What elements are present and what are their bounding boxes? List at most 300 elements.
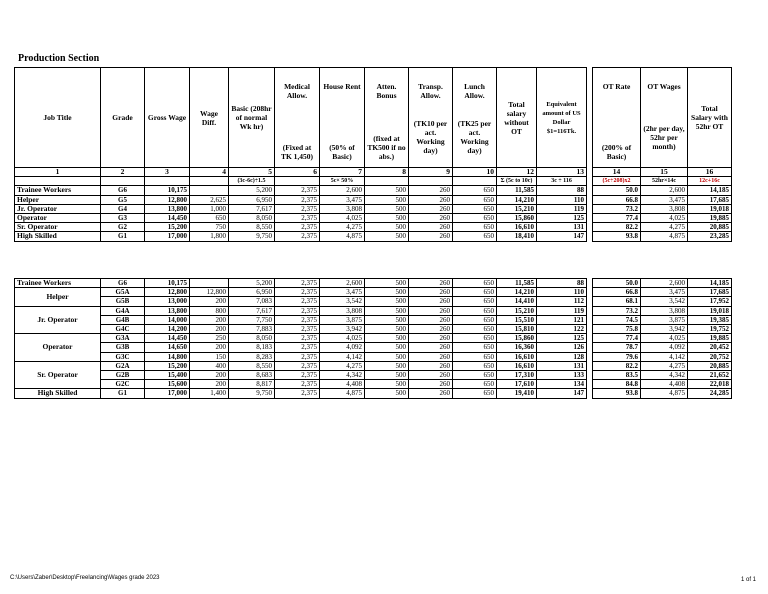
ot-wages-cell: 4,875 bbox=[641, 232, 688, 241]
header-ot-wages-note: (2hr per day, 52hr per month) bbox=[641, 108, 688, 168]
table-row bbox=[15, 232, 732, 241]
col-number: 3 bbox=[145, 168, 190, 177]
transport-cell: 260 bbox=[409, 288, 453, 297]
house-rent-cell: 4,875 bbox=[320, 232, 365, 241]
job-title-cell: Jr. Operator bbox=[15, 306, 101, 334]
gross-wage-cell: 12,800 bbox=[145, 195, 190, 204]
col-number: 5 bbox=[229, 168, 275, 177]
ot-rate-cell: 82.2 bbox=[593, 223, 641, 232]
medical-cell: 2,375 bbox=[275, 334, 320, 343]
house-rent-cell: 3,475 bbox=[320, 195, 365, 204]
transport-cell: 260 bbox=[409, 361, 453, 370]
ot-rate-cell: 77.4 bbox=[593, 334, 641, 343]
basic-cell: 9,750 bbox=[229, 232, 275, 241]
medical-cell: 2,375 bbox=[275, 343, 320, 352]
transport-cell: 260 bbox=[409, 352, 453, 361]
table-row bbox=[15, 297, 732, 306]
total-without-ot-cell: 15,810 bbox=[497, 325, 537, 334]
wage-diff-cell: 1,400 bbox=[190, 389, 229, 398]
ot-rate-cell: 84.8 bbox=[593, 380, 641, 389]
grade-cell: G5A bbox=[101, 288, 145, 297]
col-number: 13 bbox=[537, 168, 587, 177]
total-without-ot-cell: 16,610 bbox=[497, 361, 537, 370]
col-number: 4 bbox=[190, 168, 229, 177]
total-without-ot-cell: 14,410 bbox=[497, 297, 537, 306]
gross-wage-cell: 13,800 bbox=[145, 306, 190, 315]
gross-wage-cell: 14,000 bbox=[145, 315, 190, 324]
transport-cell: 260 bbox=[409, 279, 453, 288]
col-number: 7 bbox=[320, 168, 365, 177]
header-usd-equivalent: Equivalent amount of US Dollar $1=116Tk. bbox=[537, 68, 587, 168]
total-with-ot-cell: 20,452 bbox=[688, 343, 732, 352]
total-without-ot-cell: 15,860 bbox=[497, 334, 537, 343]
medical-cell: 2,375 bbox=[275, 223, 320, 232]
medical-cell: 2,375 bbox=[275, 195, 320, 204]
house-rent-cell: 4,408 bbox=[320, 380, 365, 389]
ot-wages-cell: 2,600 bbox=[641, 279, 688, 288]
atten-bonus-cell: 500 bbox=[365, 371, 409, 380]
total-with-ot-cell: 20,885 bbox=[688, 223, 732, 232]
total-with-ot-cell: 17,685 bbox=[688, 288, 732, 297]
table-row bbox=[15, 223, 732, 232]
wage-diff-cell: 200 bbox=[190, 371, 229, 380]
house-rent-cell: 2,600 bbox=[320, 186, 365, 195]
medical-cell: 2,375 bbox=[275, 288, 320, 297]
total-without-ot-cell: 17,610 bbox=[497, 380, 537, 389]
transport-cell: 260 bbox=[409, 315, 453, 324]
header-gross-wage: Gross Wage bbox=[145, 68, 190, 168]
job-title-cell: High Skilled bbox=[15, 232, 101, 241]
formula-ot-rate: (5c÷208)x2 bbox=[593, 177, 641, 186]
section-title: Production Section bbox=[18, 53, 100, 64]
lunch-cell: 650 bbox=[453, 334, 497, 343]
formula-basic: (3c-6c)÷1.5 bbox=[229, 177, 275, 186]
grade-cell: G1 bbox=[101, 389, 145, 398]
ot-rate-cell: 73.2 bbox=[593, 204, 641, 213]
formula-row bbox=[15, 177, 732, 186]
wage-diff-cell: 250 bbox=[190, 334, 229, 343]
ot-wages-cell: 4,408 bbox=[641, 380, 688, 389]
total-with-ot-cell: 14,185 bbox=[688, 279, 732, 288]
house-rent-cell: 4,875 bbox=[320, 389, 365, 398]
basic-cell: 5,200 bbox=[229, 186, 275, 195]
col-number: 12 bbox=[497, 168, 537, 177]
basic-cell: 8,183 bbox=[229, 343, 275, 352]
usd-cell: 88 bbox=[537, 279, 587, 288]
col-number: 15 bbox=[641, 168, 688, 177]
wage-diff-cell: 800 bbox=[190, 306, 229, 315]
formula-house: 5c× 50% bbox=[320, 177, 365, 186]
atten-bonus-cell: 500 bbox=[365, 361, 409, 370]
table-row bbox=[15, 204, 732, 213]
total-without-ot-cell: 15,510 bbox=[497, 315, 537, 324]
ot-rate-cell: 66.8 bbox=[593, 195, 641, 204]
total-without-ot-cell: 16,610 bbox=[497, 223, 537, 232]
grade-cell: G3B bbox=[101, 343, 145, 352]
atten-bonus-cell: 500 bbox=[365, 195, 409, 204]
total-with-ot-cell: 19,885 bbox=[688, 214, 732, 223]
col-number: 10 bbox=[453, 168, 497, 177]
table-row bbox=[15, 288, 732, 297]
wage-table-summary bbox=[14, 67, 732, 242]
grade-cell: G3 bbox=[101, 214, 145, 223]
basic-cell: 9,750 bbox=[229, 389, 275, 398]
house-rent-cell: 3,875 bbox=[320, 315, 365, 324]
usd-cell: 110 bbox=[537, 195, 587, 204]
ot-wages-cell: 4,275 bbox=[641, 223, 688, 232]
usd-cell: 121 bbox=[537, 315, 587, 324]
page-number: 1 of 1 bbox=[740, 577, 756, 583]
lunch-cell: 650 bbox=[453, 214, 497, 223]
col-number: 8 bbox=[365, 168, 409, 177]
gross-wage-cell: 14,650 bbox=[145, 343, 190, 352]
medical-cell: 2,375 bbox=[275, 361, 320, 370]
job-title-cell: Operator bbox=[15, 334, 101, 362]
medical-cell: 2,375 bbox=[275, 380, 320, 389]
ot-wages-cell: 3,475 bbox=[641, 288, 688, 297]
job-title-cell: Helper bbox=[15, 288, 101, 306]
grade-cell: G6 bbox=[101, 186, 145, 195]
atten-bonus-cell: 500 bbox=[365, 297, 409, 306]
table-row bbox=[15, 361, 732, 370]
formula-total: Σ (5c to 10c) bbox=[497, 177, 537, 186]
wage-diff-cell: 750 bbox=[190, 223, 229, 232]
total-with-ot-cell: 14,185 bbox=[688, 186, 732, 195]
ot-wages-cell: 3,475 bbox=[641, 195, 688, 204]
formula-usd: 3c ÷ 116 bbox=[537, 177, 587, 186]
basic-cell: 8,050 bbox=[229, 214, 275, 223]
total-without-ot-cell: 15,860 bbox=[497, 214, 537, 223]
header-grade: Grade bbox=[101, 68, 145, 168]
lunch-cell: 650 bbox=[453, 223, 497, 232]
grade-cell: G5B bbox=[101, 297, 145, 306]
grade-cell: G4C bbox=[101, 325, 145, 334]
medical-cell: 2,375 bbox=[275, 306, 320, 315]
job-title-cell: Sr. Operator bbox=[15, 223, 101, 232]
header-transport: Transp. Allow. bbox=[409, 68, 453, 108]
medical-cell: 2,375 bbox=[275, 214, 320, 223]
atten-bonus-cell: 500 bbox=[365, 325, 409, 334]
ot-rate-cell: 50.0 bbox=[593, 186, 641, 195]
header-basic: Basic (208hr of normal Wk hr) bbox=[229, 68, 275, 168]
col-number: 6 bbox=[275, 168, 320, 177]
ot-rate-cell: 73.2 bbox=[593, 306, 641, 315]
wage-diff-cell: 150 bbox=[190, 352, 229, 361]
total-without-ot-cell: 19,410 bbox=[497, 389, 537, 398]
job-title-cell: Trainee Workers bbox=[15, 279, 101, 288]
medical-cell: 2,375 bbox=[275, 279, 320, 288]
usd-cell: 122 bbox=[537, 325, 587, 334]
grade-cell: G2A bbox=[101, 361, 145, 370]
ot-wages-cell: 4,275 bbox=[641, 361, 688, 370]
basic-cell: 7,617 bbox=[229, 204, 275, 213]
wage-diff-cell: 200 bbox=[190, 343, 229, 352]
table-row bbox=[15, 334, 732, 343]
transport-cell: 260 bbox=[409, 186, 453, 195]
grade-cell: G4A bbox=[101, 306, 145, 315]
basic-cell: 6,950 bbox=[229, 288, 275, 297]
house-rent-cell: 3,942 bbox=[320, 325, 365, 334]
usd-cell: 110 bbox=[537, 288, 587, 297]
header-medical-note: (Fixed at TK 1,450) bbox=[275, 108, 320, 168]
basic-cell: 5,200 bbox=[229, 279, 275, 288]
house-rent-cell: 4,142 bbox=[320, 352, 365, 361]
transport-cell: 260 bbox=[409, 380, 453, 389]
table-row bbox=[15, 306, 732, 315]
basic-cell: 8,283 bbox=[229, 352, 275, 361]
ot-wages-cell: 2,600 bbox=[641, 186, 688, 195]
file-path-footer: C:\Users\Zaber\Desktop\Freelancing\Wages grade 2023 bbox=[10, 575, 160, 581]
transport-cell: 260 bbox=[409, 297, 453, 306]
lunch-cell: 650 bbox=[453, 297, 497, 306]
basic-cell: 8,550 bbox=[229, 223, 275, 232]
gross-wage-cell: 13,800 bbox=[145, 204, 190, 213]
ot-rate-cell: 77.4 bbox=[593, 214, 641, 223]
lunch-cell: 650 bbox=[453, 279, 497, 288]
formula-total-ot: 12c+16c bbox=[688, 177, 732, 186]
wage-diff-cell bbox=[190, 279, 229, 288]
header-medical: Medical Allow. bbox=[275, 68, 320, 108]
wage-diff-cell: 1,800 bbox=[190, 232, 229, 241]
house-rent-cell: 3,475 bbox=[320, 288, 365, 297]
atten-bonus-cell: 500 bbox=[365, 343, 409, 352]
atten-bonus-cell: 500 bbox=[365, 389, 409, 398]
total-with-ot-cell: 22,018 bbox=[688, 380, 732, 389]
basic-cell: 8,683 bbox=[229, 371, 275, 380]
total-with-ot-cell: 19,752 bbox=[688, 325, 732, 334]
gross-wage-cell: 17,000 bbox=[145, 232, 190, 241]
header-ot-wages: OT Wages bbox=[641, 68, 688, 108]
ot-wages-cell: 3,875 bbox=[641, 315, 688, 324]
transport-cell: 260 bbox=[409, 334, 453, 343]
transport-cell: 260 bbox=[409, 214, 453, 223]
house-rent-cell: 4,342 bbox=[320, 371, 365, 380]
medical-cell: 2,375 bbox=[275, 325, 320, 334]
table-row bbox=[15, 279, 732, 288]
medical-cell: 2,375 bbox=[275, 315, 320, 324]
col-number: 14 bbox=[593, 168, 641, 177]
house-rent-cell: 4,092 bbox=[320, 343, 365, 352]
usd-cell: 125 bbox=[537, 214, 587, 223]
total-with-ot-cell: 24,285 bbox=[688, 389, 732, 398]
header-total-without-ot: Total salary without OT bbox=[497, 68, 537, 168]
gross-wage-cell: 13,000 bbox=[145, 297, 190, 306]
gross-wage-cell: 14,450 bbox=[145, 334, 190, 343]
lunch-cell: 650 bbox=[453, 389, 497, 398]
grade-cell: G6 bbox=[101, 279, 145, 288]
gross-wage-cell: 10,175 bbox=[145, 279, 190, 288]
ot-wages-cell: 3,942 bbox=[641, 325, 688, 334]
basic-cell: 7,750 bbox=[229, 315, 275, 324]
basic-cell: 7,883 bbox=[229, 325, 275, 334]
ot-rate-cell: 68.1 bbox=[593, 297, 641, 306]
basic-cell: 6,950 bbox=[229, 195, 275, 204]
house-rent-cell: 4,025 bbox=[320, 334, 365, 343]
ot-wages-cell: 3,808 bbox=[641, 306, 688, 315]
job-title-cell: Helper bbox=[15, 195, 101, 204]
usd-cell: 147 bbox=[537, 389, 587, 398]
basic-cell: 8,550 bbox=[229, 361, 275, 370]
ot-rate-cell: 93.8 bbox=[593, 232, 641, 241]
ot-wages-cell: 4,342 bbox=[641, 371, 688, 380]
wage-diff-cell bbox=[190, 186, 229, 195]
total-without-ot-cell: 17,310 bbox=[497, 371, 537, 380]
basic-cell: 8,817 bbox=[229, 380, 275, 389]
total-without-ot-cell: 16,360 bbox=[497, 343, 537, 352]
total-without-ot-cell: 14,210 bbox=[497, 288, 537, 297]
transport-cell: 260 bbox=[409, 389, 453, 398]
usd-cell: 134 bbox=[537, 380, 587, 389]
header-ot-rate-note: (200% of Basic) bbox=[593, 108, 641, 168]
table-row bbox=[15, 195, 732, 204]
house-rent-cell: 3,808 bbox=[320, 204, 365, 213]
ot-rate-cell: 50.0 bbox=[593, 279, 641, 288]
ot-rate-cell: 82.2 bbox=[593, 361, 641, 370]
grade-cell: G4B bbox=[101, 315, 145, 324]
wage-table-subgrades bbox=[14, 278, 732, 399]
transport-cell: 260 bbox=[409, 232, 453, 241]
grade-cell: G1 bbox=[101, 232, 145, 241]
total-with-ot-cell: 23,285 bbox=[688, 232, 732, 241]
total-without-ot-cell: 18,410 bbox=[497, 232, 537, 241]
grade-cell: G2 bbox=[101, 223, 145, 232]
wage-diff-cell: 200 bbox=[190, 325, 229, 334]
header-lunch-note: (TK25 per act. Working day) bbox=[453, 108, 497, 168]
header-wage-diff: Wage Diff. bbox=[190, 68, 229, 168]
table-row bbox=[15, 343, 732, 352]
atten-bonus-cell: 500 bbox=[365, 352, 409, 361]
medical-cell: 2,375 bbox=[275, 232, 320, 241]
gross-wage-cell: 14,450 bbox=[145, 214, 190, 223]
total-without-ot-cell: 14,210 bbox=[497, 195, 537, 204]
wage-diff-cell: 200 bbox=[190, 380, 229, 389]
table-row bbox=[15, 186, 732, 195]
table-row bbox=[15, 380, 732, 389]
house-rent-cell: 4,275 bbox=[320, 361, 365, 370]
atten-bonus-cell: 500 bbox=[365, 380, 409, 389]
col-number: 9 bbox=[409, 168, 453, 177]
total-with-ot-cell: 19,018 bbox=[688, 204, 732, 213]
wage-diff-cell: 650 bbox=[190, 214, 229, 223]
atten-bonus-cell: 500 bbox=[365, 186, 409, 195]
gross-wage-cell: 15,200 bbox=[145, 223, 190, 232]
ot-rate-cell: 74.5 bbox=[593, 315, 641, 324]
lunch-cell: 650 bbox=[453, 352, 497, 361]
atten-bonus-cell: 500 bbox=[365, 279, 409, 288]
usd-cell: 119 bbox=[537, 306, 587, 315]
wage-diff-cell: 400 bbox=[190, 361, 229, 370]
wage-diff-cell: 12,800 bbox=[190, 288, 229, 297]
job-title-cell: High Skilled bbox=[15, 389, 101, 398]
wage-diff-cell: 200 bbox=[190, 315, 229, 324]
usd-cell: 133 bbox=[537, 371, 587, 380]
gross-wage-cell: 15,200 bbox=[145, 361, 190, 370]
atten-bonus-cell: 500 bbox=[365, 232, 409, 241]
usd-cell: 126 bbox=[537, 343, 587, 352]
job-title-cell: Jr. Operator bbox=[15, 204, 101, 213]
header-atten-note: (fixed at TK500 if no abs.) bbox=[365, 108, 409, 168]
atten-bonus-cell: 500 bbox=[365, 315, 409, 324]
header-transport-note: (TK10 per act. Working day) bbox=[409, 108, 453, 168]
ot-rate-cell: 79.6 bbox=[593, 352, 641, 361]
medical-cell: 2,375 bbox=[275, 204, 320, 213]
grade-cell: G2C bbox=[101, 380, 145, 389]
grade-cell: G2B bbox=[101, 371, 145, 380]
atten-bonus-cell: 500 bbox=[365, 214, 409, 223]
job-title-cell: Operator bbox=[15, 214, 101, 223]
ot-rate-cell: 78.7 bbox=[593, 343, 641, 352]
usd-cell: 88 bbox=[537, 186, 587, 195]
grade-cell: G3A bbox=[101, 334, 145, 343]
lunch-cell: 650 bbox=[453, 204, 497, 213]
house-rent-cell: 4,275 bbox=[320, 223, 365, 232]
medical-cell: 2,375 bbox=[275, 297, 320, 306]
grade-cell: G3C bbox=[101, 352, 145, 361]
col-number: 2 bbox=[101, 168, 145, 177]
lunch-cell: 650 bbox=[453, 361, 497, 370]
gross-wage-cell: 14,200 bbox=[145, 325, 190, 334]
table-row bbox=[15, 325, 732, 334]
table-row bbox=[15, 315, 732, 324]
total-with-ot-cell: 20,885 bbox=[688, 361, 732, 370]
table-row bbox=[15, 371, 732, 380]
atten-bonus-cell: 500 bbox=[365, 334, 409, 343]
total-without-ot-cell: 15,210 bbox=[497, 306, 537, 315]
table-row bbox=[15, 389, 732, 398]
total-with-ot-cell: 19,385 bbox=[688, 315, 732, 324]
total-without-ot-cell: 11,585 bbox=[497, 186, 537, 195]
ot-wages-cell: 4,025 bbox=[641, 214, 688, 223]
lunch-cell: 650 bbox=[453, 325, 497, 334]
header-job-title: Job Title bbox=[15, 68, 101, 168]
transport-cell: 260 bbox=[409, 306, 453, 315]
total-without-ot-cell: 16,610 bbox=[497, 352, 537, 361]
atten-bonus-cell: 500 bbox=[365, 204, 409, 213]
atten-bonus-cell: 500 bbox=[365, 288, 409, 297]
grade-cell: G4 bbox=[101, 204, 145, 213]
lunch-cell: 650 bbox=[453, 232, 497, 241]
lunch-cell: 650 bbox=[453, 288, 497, 297]
table-row bbox=[15, 214, 732, 223]
total-with-ot-cell: 19,885 bbox=[688, 334, 732, 343]
usd-cell: 131 bbox=[537, 223, 587, 232]
gross-wage-cell: 12,800 bbox=[145, 288, 190, 297]
total-without-ot-cell: 15,210 bbox=[497, 204, 537, 213]
ot-rate-cell: 83.5 bbox=[593, 371, 641, 380]
total-with-ot-cell: 21,652 bbox=[688, 371, 732, 380]
medical-cell: 2,375 bbox=[275, 186, 320, 195]
total-with-ot-cell: 17,952 bbox=[688, 297, 732, 306]
usd-cell: 128 bbox=[537, 352, 587, 361]
transport-cell: 260 bbox=[409, 325, 453, 334]
formula-ot-wages: 52hr×14c bbox=[641, 177, 688, 186]
job-title-cell: Trainee Workers bbox=[15, 186, 101, 195]
usd-cell: 112 bbox=[537, 297, 587, 306]
header-house-rent: House Rent bbox=[320, 68, 365, 108]
usd-cell: 125 bbox=[537, 334, 587, 343]
wage-diff-cell: 1,000 bbox=[190, 204, 229, 213]
header-atten-bonus: Atten. Bonus bbox=[365, 68, 409, 108]
header-house-note: (50% of Basic) bbox=[320, 108, 365, 168]
house-rent-cell: 4,025 bbox=[320, 214, 365, 223]
transport-cell: 260 bbox=[409, 371, 453, 380]
lunch-cell: 650 bbox=[453, 195, 497, 204]
total-without-ot-cell: 11,585 bbox=[497, 279, 537, 288]
lunch-cell: 650 bbox=[453, 371, 497, 380]
lunch-cell: 650 bbox=[453, 315, 497, 324]
ot-rate-cell: 93.8 bbox=[593, 389, 641, 398]
job-title-cell: Sr. Operator bbox=[15, 361, 101, 389]
